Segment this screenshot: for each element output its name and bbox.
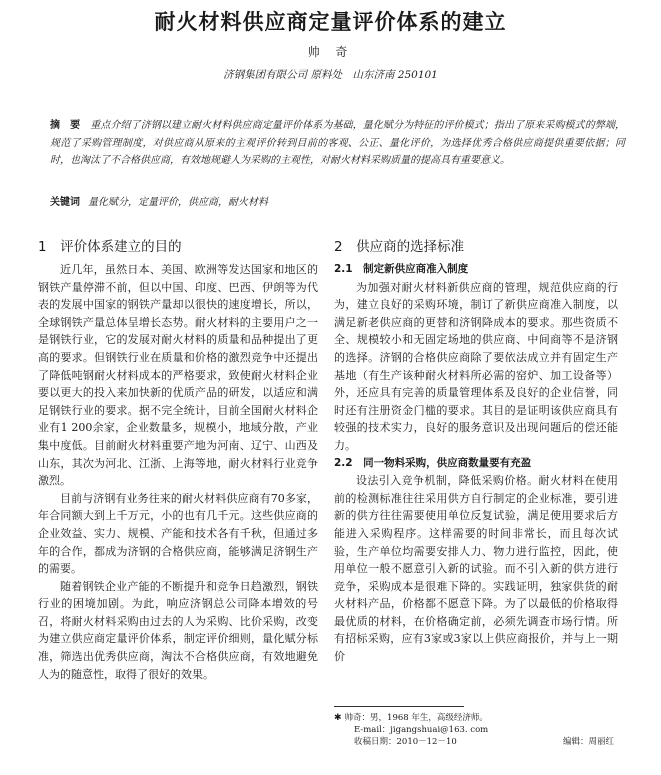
keywords-text: 量化赋分，定量评价，供应商，耐火材料 [88, 197, 268, 208]
section-1-paragraph: 目前与济钢有业务往来的耐火材料供应商有70多家，年合同额大到上千万元，小的也有几千元。这些供应商的企业效益、实力、规模、产能和技术各有千秋，但通过多年的合作，都成为济钢的合格供应商，能够满足济钢生产的需要。 [38, 491, 318, 576]
section-1-heading: 1 评价体系建立的目的 [38, 239, 182, 255]
keywords-label: 关键词 [50, 197, 80, 208]
subsection-2-2-paragraph: 设法引入竞争机制，降低采购价格。耐火材料在使用前的检测标准往往采用供方自行制定的企业标准，要引进新的供方往往需要使用单位反复试验，满足使用要求后方能进入采购程序。这样需要的时间非常长，而且每次试验，生产单位均需要安排人力、物力进行监控，因此，使用单位一般不愿意引入新的试验。而不引入新的供方进行竞争，采购成本是很难下降的。实践证明，独家供货的耐火材料产品，价格都不愿意下降。为了以最低的价格取得最优质的材料，在价格确定前，必须先调查市场行情。所有招标采购，应有3家或3家以上供应商报价，并与上一期价 [334, 474, 618, 664]
abstract-text: 重点介绍了济钢以建立耐火材料供应商定量评价体系为基础，量化赋分为特征的评价模式；指出了原来采购模式的弊端，规范了采购管理制度，对供应商从原来的主观评价转到目前的客观、公正、量化评价，为选择优秀合格供应商提供重要依据；同时，也淘汰了不合格供应商，有效地规避人为采购的主观性，对耐火材料采购质量的提高具有重要意义。 [50, 120, 626, 166]
editor-name: 编辑：周丽红 [562, 737, 614, 747]
subsection-2-1-heading: 2.1 制定新供应商准入制度 [334, 263, 469, 275]
footnote-email: E-mail：jigangshuai@163. com [354, 725, 489, 735]
author-name: 帅 奇 [307, 45, 354, 59]
paper-title: 耐火材料供应商定量评价体系的建立 [154, 10, 507, 34]
footnote-divider [334, 706, 464, 707]
section-2-heading: 2 供应商的选择标准 [334, 239, 465, 255]
abstract-label: 摘 要 [50, 120, 81, 131]
left-column [38, 236, 318, 683]
subsection-2-2-heading: 2.2 同一物料采购，供应商数量要有充盈 [334, 456, 532, 469]
footnote-bio: 帅奇：男，1968 年生，高级经济师。 [344, 713, 488, 723]
right-column [334, 236, 618, 666]
section-1-paragraph: 近几年，虽然日本、美国、欧洲等发达国家和地区的钢铁产量停滞不前，但以中国、印度、巴西、伊朗等为代表的发展中国家的钢铁产量却以很快的速度增长，所以，全球钢铁产量总体呈增长态势。耐火材料的主要用户之一是钢铁行业，它的发展对耐火材料的质量和品种提出了更高的要求。但钢铁行业在质量和价格的激烈竞争中还提出了降低吨钢耐火材料成本的严格要求，致使耐火材料企业要以更大的投入来加快新的优质产品的研发，以适应和满足钢铁行业的要求。据不完全统计，目前全国耐火材料企业有1 200余家，企业数量多，规模小，地域分散，产业集中度低。目前耐火材料重要产地为河南、辽宁、山西及山东，其次为河北、江浙、上海等地，耐火材料行业竞争激烈。 [38, 263, 318, 488]
abstract [50, 117, 625, 170]
section-1-paragraph: 随着钢铁企业产能的不断提升和竞争日趋激烈，钢铁行业的困境加剧。为此，响应济钢总公司降本增效的号召，将耐火材料采购由过去的人为采购、比价采购，改变为建立供应商定量评价体系，制定评价细则，量化赋分标准，筛选出优秀供应商，淘汰不合格供应商，有效地避免人为的随意性，取得了很好的效果。 [38, 579, 318, 681]
author-affiliation: 济钢集团有限公司 原料处 山东济南 250101 [223, 69, 438, 81]
subsection-2-1-paragraph: 为加强对耐火材料新供应商的管理，规范供应商的行为，建立良好的采购环境，制订了新供应商准入制度，以满足新老供应商的更替和济钢降成本的要求。那些资质不全、规模较小和无固定场地的供应商、中间商等不是济钢的选择。济钢的合格供应商除了要依法成立并有固定生产基地（有生产该种耐火材料所必需的窑炉、加工设备等）外，还应具有完善的质量管理体系及良好的企业信誉，同时还有注册资金门槛的要求。其目的是证明该供应商具有较强的技术实力，良好的服务意识及出现问题后的偿还能力。 [334, 280, 618, 452]
footnote-star-icon: ✱ [334, 713, 342, 723]
footnote-meta [334, 736, 634, 748]
footnote [334, 712, 634, 748]
received-date: 收稿日期：2010－12－10 [354, 737, 457, 747]
keywords [50, 196, 625, 210]
